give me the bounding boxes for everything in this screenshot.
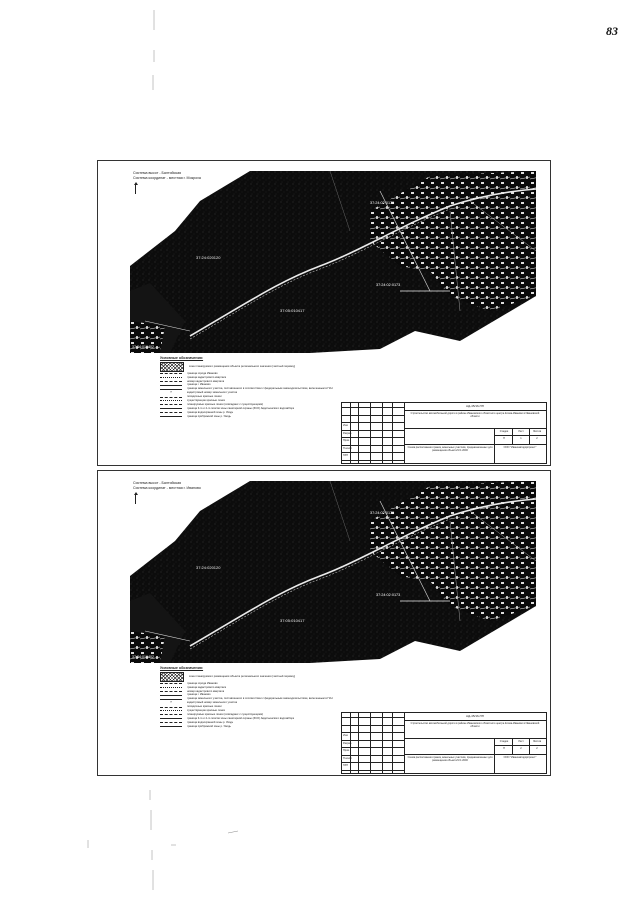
parcel-label: 37:24:020120: [196, 565, 221, 570]
organization-name: ООО "Иваноавтодорпроект": [503, 756, 537, 759]
map-image: [130, 481, 536, 663]
number-symbol: ?: [170, 700, 172, 705]
legend-text: граница кадастрового квартала: [187, 685, 227, 689]
stage-header: Стадия: [499, 740, 509, 743]
line-symbol: [160, 415, 182, 418]
sheet-name: Схема расположения границ земельных участков, предназначенных для размещения объекта М 1:2000: [407, 756, 493, 762]
sheet-value: 1: [520, 437, 522, 440]
signature-row-label: Пров.: [343, 439, 350, 442]
line-symbol: [160, 395, 182, 398]
map-image: [130, 171, 536, 353]
line-symbol: [160, 725, 182, 728]
parcel-label: 37:24:010402: [132, 655, 154, 659]
line-symbol: [160, 686, 182, 689]
organization-name: ООО "Иваноавтодорпроект": [503, 446, 537, 449]
legend-text: кадастровый номер земельного участка: [187, 391, 238, 395]
sheets-value: 2: [536, 437, 538, 440]
legend-text: посадочные красные линии: [187, 705, 222, 709]
parcel-label: 37:05:010417: [280, 618, 305, 623]
sheets-header: Листов: [532, 740, 542, 743]
coordinate-system-label: Система координат - местная г. Мокроха: [133, 175, 201, 180]
legend-text: существующие красные линии: [187, 398, 226, 402]
parcel-label: 37:24:020120: [196, 255, 221, 260]
signature-row-label: Пров.: [343, 749, 350, 752]
sheet-header: Лист: [518, 740, 524, 743]
legend-text: граница 3-го и 4-го поясов зоны санитарной охраны (ЗСО) Авдотьинского водозабора: [187, 716, 295, 720]
legend-text: планируемые красные линии (совпадают с существующими): [187, 402, 264, 406]
legend-text: граница водоохранной зоны р. Уводь: [187, 720, 234, 724]
parcel-label: 37:24:02:0175: [370, 511, 395, 515]
map-area: [130, 171, 536, 353]
legend-text: граница кадастрового квартала: [187, 375, 227, 379]
sheet-value: 2: [520, 747, 522, 750]
legend-text: граница прибрежной зоны р. Уводь: [187, 414, 231, 418]
north-arrow-icon: [135, 494, 136, 504]
signature-row-label: Разраб.: [343, 741, 353, 745]
page-number: 83: [606, 24, 618, 38]
legend-title: Условные обозначения:: [160, 356, 204, 360]
title-block: [341, 712, 547, 774]
legend-title: Условные обозначения:: [160, 666, 204, 670]
legend-row: [160, 414, 338, 418]
legend-text: граница города Иваново: [187, 371, 218, 375]
legend-text: посадочные красные линии: [187, 395, 222, 399]
legend-text: граница города Иваново: [187, 681, 218, 685]
height-system-label: Система высот - Балтийская: [133, 171, 182, 175]
sheets-value: 2: [536, 747, 538, 750]
line-symbol: [160, 403, 182, 406]
legend-text: зона планируемого размещения объекта регионального значения (частный перевод): [189, 675, 296, 679]
title-block: [341, 402, 547, 464]
object-name: Строительство автомобильной дороги в районе Ивановского областного центра Кохма-Иваново в Ивановской области: [410, 412, 540, 418]
legend-text: граница 3-го и 4-го поясов зоны санитарной охраны (ЗСО) Авдотьинского водозабора: [187, 406, 295, 410]
line-symbol: [160, 411, 182, 414]
stage-value: П: [503, 437, 505, 440]
legend-row: [160, 724, 338, 728]
parcel-label: 37:24:010402: [132, 345, 154, 349]
line-symbol: [160, 690, 182, 693]
line-symbol: [160, 705, 182, 708]
signature-row-label: Изм.: [343, 734, 349, 737]
parcel-label: 37:05:010417: [280, 308, 305, 313]
legend-text: зона планируемого размещения объекта регионального значения (частный перевод): [189, 365, 296, 369]
legend-text: граница прибрежной зоны р. Уводь: [187, 724, 231, 728]
sheet-name: Схема расположения границ земельных участков, предназначенных для размещения объекта М 1:2000: [407, 446, 493, 452]
line-symbol: [160, 380, 182, 383]
signature-row-label: Н.контр: [343, 756, 352, 760]
coordinate-system-label: Система координат - местная г. Иваново: [133, 485, 201, 490]
legend-text: граница водоохранной зоны р. Уводь: [187, 410, 234, 414]
legend-text: номер кадастрового квартала: [187, 379, 225, 383]
line-symbol: [160, 694, 182, 697]
line-symbol: [160, 372, 182, 375]
hatch-symbol: [160, 672, 184, 682]
height-system-label: Система высот - Балтийская: [133, 481, 182, 485]
signature-row-label: ГИП: [343, 764, 348, 767]
map-sheet-top: [97, 160, 551, 466]
legend-text: граница г. Иваново: [187, 693, 211, 697]
legend-text: существующие красные линии: [187, 708, 226, 712]
north-arrow-icon: [135, 184, 136, 194]
line-symbol: [160, 376, 182, 379]
object-name: Строительство автомобильной дороги в районе Ивановского областного центра Кохма-Иваново в Ивановской области: [410, 722, 540, 728]
signature-row-label: ГИП: [343, 454, 348, 457]
legend-text: номер кадастрового квартала: [187, 689, 225, 693]
line-symbol: [160, 713, 182, 716]
document-code: АД-45/16-ПП: [466, 714, 484, 718]
line-symbol: [160, 407, 182, 410]
parcel-label: 37:24:02:0173: [376, 283, 401, 287]
line-symbol: [160, 399, 182, 402]
legend-text: граница г. Иваново: [187, 383, 211, 387]
legend-text: планируемые красные линии (совпадают с существующими): [187, 712, 264, 716]
legend-text: граница земельного участка, поставленного в соответствии с федеральным законодательством, включенным в ГКН: [187, 697, 333, 701]
sheets-header: Листов: [532, 430, 542, 433]
signature-row-label: Н.контр: [343, 446, 352, 450]
legend: [160, 667, 338, 728]
signature-row-label: Разраб.: [343, 431, 353, 435]
legend-row: [160, 363, 338, 372]
stage-header: Стадия: [499, 430, 509, 433]
line-symbol: [160, 682, 182, 685]
line-symbol: [160, 717, 182, 720]
line-symbol: [160, 721, 182, 724]
signature-row-label: Изм.: [343, 424, 349, 427]
document-code: АД-45/16-ПП: [466, 404, 484, 408]
parcel-label: 37:24:02:0173: [376, 593, 401, 597]
map-area: [130, 481, 536, 663]
map-sheet-bottom: [97, 470, 551, 776]
legend: [160, 357, 338, 418]
stage-value: П: [503, 747, 505, 750]
number-symbol: ?: [170, 390, 172, 395]
legend-text: граница земельного участка, поставленного в соответствии с федеральным законодательством, включенным в ГКН: [187, 387, 333, 391]
legend-text: кадастровый номер земельного участка: [187, 701, 238, 705]
parcel-label: 37:24:02:0175: [370, 201, 395, 205]
hatch-symbol: [160, 362, 184, 372]
line-symbol: [160, 384, 182, 387]
sheet-header: Лист: [518, 430, 524, 433]
line-symbol: [160, 709, 182, 712]
legend-row: [160, 673, 338, 682]
